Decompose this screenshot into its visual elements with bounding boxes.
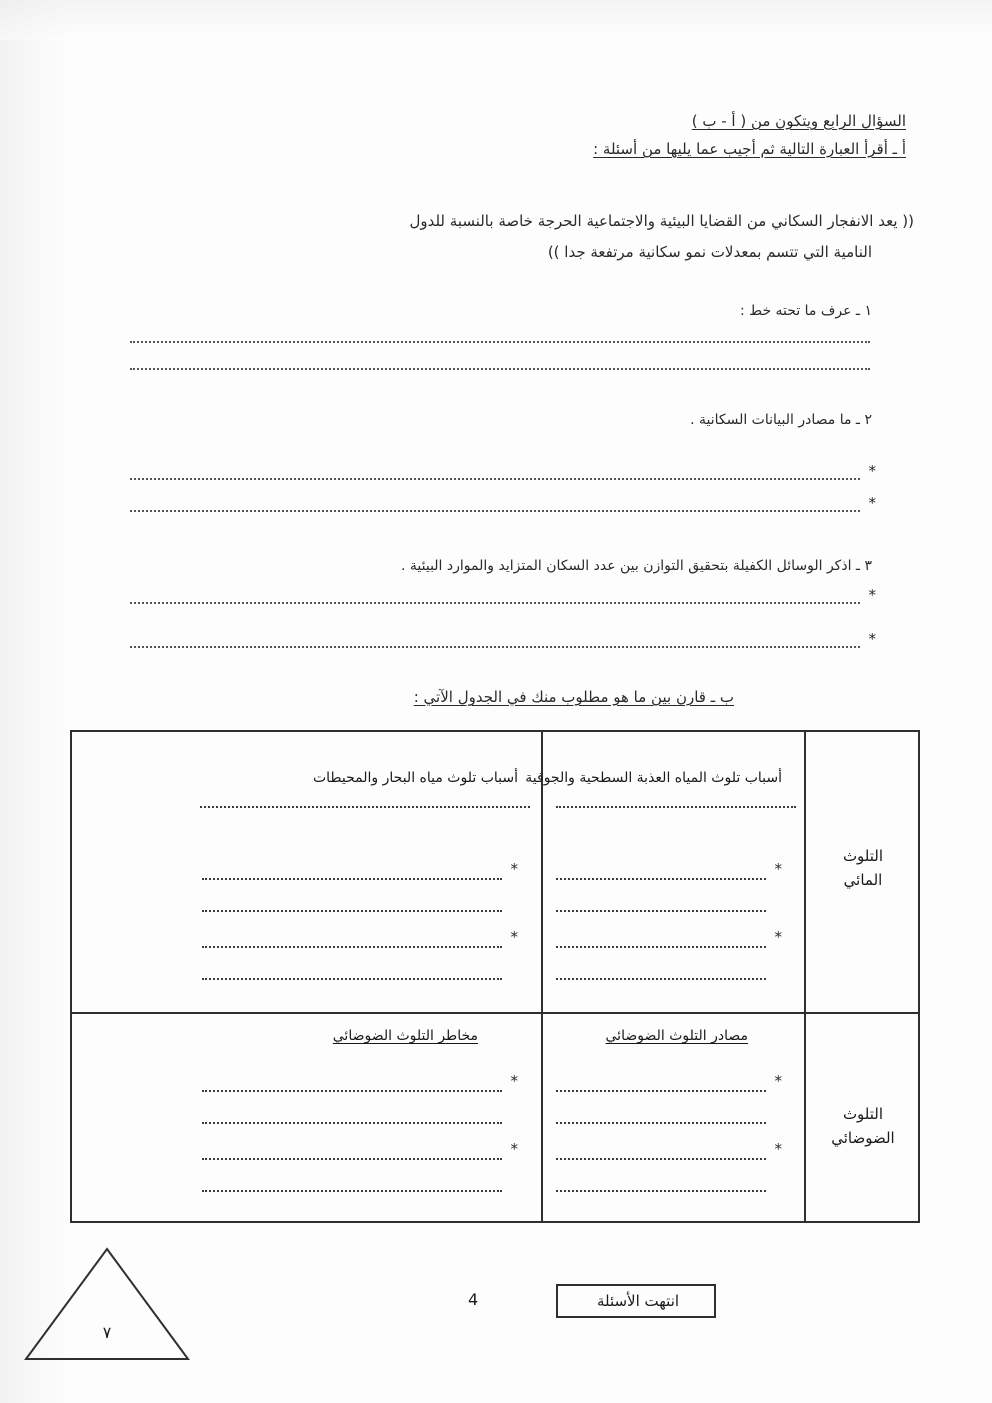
- bullet-star: *: [510, 860, 518, 878]
- bullet-star: *: [868, 586, 876, 604]
- answer-line[interactable]: [556, 1122, 766, 1124]
- bullet-star: *: [774, 1072, 782, 1090]
- bullet-star: *: [510, 928, 518, 946]
- col-header-noise-sources: مصادر التلوث الضوضائي: [605, 1028, 748, 1044]
- table-header-underline: [200, 806, 530, 808]
- answer-line[interactable]: [556, 1090, 766, 1092]
- answer-line[interactable]: [556, 878, 766, 880]
- answer-line[interactable]: [202, 1158, 502, 1160]
- part-a-heading: أ ـ أقرأ العبارة التالية ثم أجيب عما يليها من أسئلة :: [593, 140, 906, 158]
- answer-line[interactable]: [130, 646, 860, 648]
- row-label-line-2: الضوضائي: [831, 1129, 895, 1147]
- answer-line[interactable]: [556, 1190, 766, 1192]
- answer-line[interactable]: [202, 978, 502, 980]
- footer-triangle: [22, 1245, 192, 1363]
- end-of-questions-box: [556, 1284, 716, 1318]
- row-label-line-1: التلوث: [842, 1105, 884, 1123]
- bullet-star: *: [510, 1072, 518, 1090]
- bullet-star: *: [868, 462, 876, 480]
- answer-line[interactable]: [202, 1090, 502, 1092]
- answer-line[interactable]: [202, 878, 502, 880]
- answer-line[interactable]: [202, 1190, 502, 1192]
- table-header-underline: [556, 806, 796, 808]
- bullet-star: *: [774, 928, 782, 946]
- end-of-questions-label: انتهت الأسئلة: [596, 1292, 680, 1310]
- quote-line-2: النامية التي تتسم بمعدلات نمو سكانية مرتفعة جدا )): [547, 243, 872, 261]
- answer-line[interactable]: [130, 368, 870, 370]
- answer-line[interactable]: [556, 910, 766, 912]
- answer-line[interactable]: [556, 946, 766, 948]
- answer-line[interactable]: [130, 478, 860, 480]
- row-label-line-2: المائي: [843, 871, 883, 889]
- bullet-star: *: [868, 494, 876, 512]
- quote-line-1: (( يعد الانفجار السكاني من القضايا البيئية والاجتماعية الحرجة خاصة بالنسبة للدول: [409, 212, 914, 230]
- table-column-divider: [804, 732, 806, 1221]
- row-label-line-1: التلوث: [842, 847, 884, 865]
- row-label-noise-pollution: [808, 1102, 918, 1150]
- row-label-water-pollution: [808, 844, 918, 892]
- answer-line[interactable]: [202, 946, 502, 948]
- table-column-divider: [541, 732, 543, 1221]
- table-row-divider: [72, 1012, 918, 1014]
- comparison-table: [70, 730, 920, 1223]
- part-b-heading: ب ـ قارن بين ما هو مطلوب منك في الجدول الآتي :: [413, 688, 734, 706]
- answer-line[interactable]: [556, 978, 766, 980]
- answer-line[interactable]: [130, 602, 860, 604]
- triangle-shape: [22, 1245, 192, 1363]
- col-header-noise-risks: مخاطر التلوث الضوضائي: [332, 1028, 478, 1044]
- question-2-text: ٢ ـ ما مصادر البيانات السكانية .: [690, 412, 872, 428]
- triangle-number: ٧: [102, 1323, 112, 1342]
- answer-line[interactable]: [556, 1158, 766, 1160]
- answer-line[interactable]: [202, 1122, 502, 1124]
- col-header-fresh-water: أسباب تلوث المياه العذبة السطحية والجوفية: [525, 770, 782, 786]
- answer-line[interactable]: [202, 910, 502, 912]
- question-1-text: ١ ـ عرف ما تحته خط :: [739, 303, 872, 319]
- bullet-star: *: [774, 1140, 782, 1158]
- answer-line[interactable]: [130, 510, 860, 512]
- bullet-star: *: [868, 630, 876, 648]
- col-header-sea-water: أسباب تلوث مياه البحار والمحيطات: [312, 770, 518, 786]
- bullet-star: *: [774, 860, 782, 878]
- question-four-heading: السؤال الرابع ويتكون من ( أ - ب ): [691, 112, 906, 130]
- question-3-text: ٣ ـ اذكر الوسائل الكفيلة بتحقيق التوازن بين عدد السكان المتزايد والموارد البيئية .: [400, 558, 872, 574]
- page-number: 4: [468, 1290, 479, 1309]
- answer-line[interactable]: [130, 341, 870, 343]
- bullet-star: *: [510, 1140, 518, 1158]
